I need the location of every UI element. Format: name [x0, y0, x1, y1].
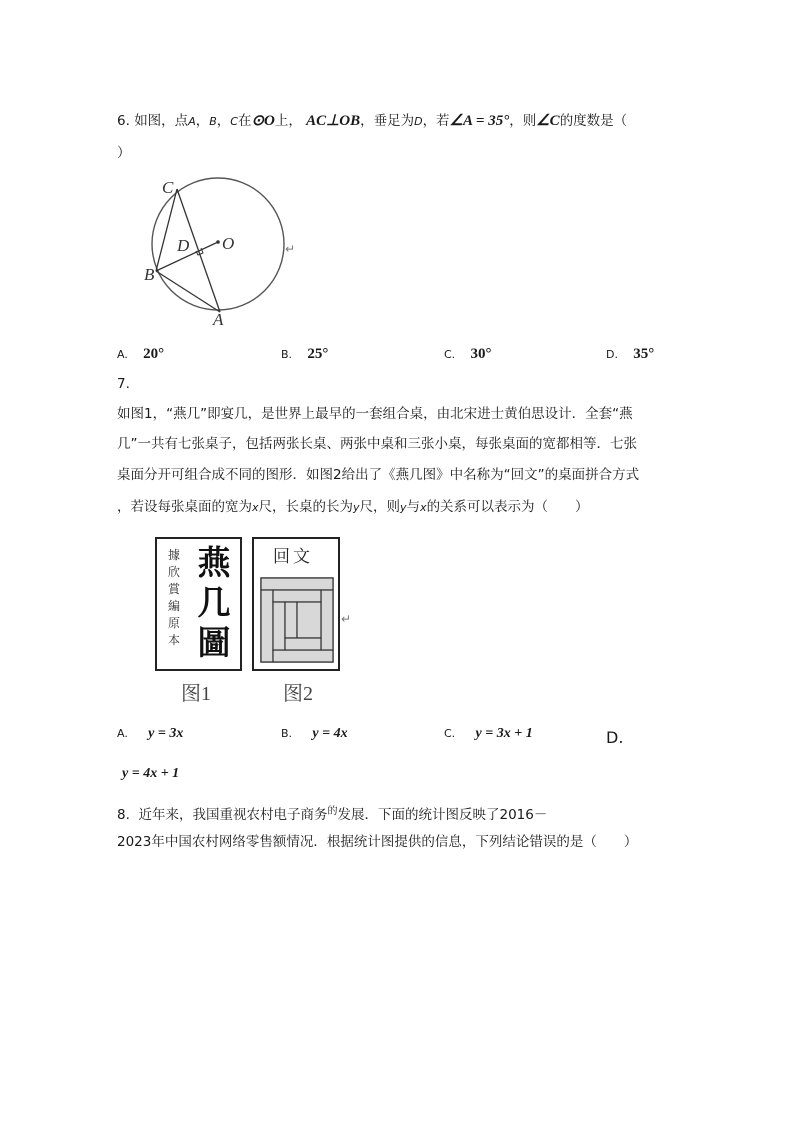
small-table-5 [285, 638, 321, 650]
long-table-left [261, 590, 273, 662]
figure-1-book-cover [155, 537, 242, 671]
q7-option-d-label: D. [606, 728, 624, 747]
small-table-3 [285, 602, 297, 638]
q6-option-a[interactable]: A. 20° [117, 346, 165, 362]
q7-option-c[interactable]: C. y = 3x + 1 [444, 726, 533, 741]
perpendicular-expr: AC⊥OB [306, 113, 361, 129]
label-a: A [213, 310, 224, 327]
q7-option-a[interactable]: A. y = 3x [117, 726, 184, 741]
q8-line-2: 2023年中国农村网络零售额情况．根据统计图提供的信息，下列结论错误的是（ ） [117, 834, 638, 850]
circle-o-symbol: ⊙O [251, 113, 275, 129]
q6-close-paren: ） [117, 145, 131, 161]
q6-number: 6. [117, 113, 130, 129]
long-table-top [261, 578, 333, 590]
figure-1-caption: 图1 [181, 683, 211, 705]
figure-1-title: 燕 几 圖 [197, 543, 231, 662]
q7-line-1: 如图1，“燕几”即宴几，是世界上最早的一套组合桌，由北宋进士黄伯思设计．全套“燕 [117, 406, 633, 422]
center-point [216, 240, 220, 244]
small-table-2 [273, 602, 285, 650]
q6-option-b[interactable]: B. 25° [281, 346, 329, 362]
label-o: O [222, 234, 235, 253]
q6-option-d[interactable]: D. 35° [606, 346, 655, 362]
q8-number: 8. [117, 807, 130, 823]
q7-option-d[interactable]: y = 4x + 1 [122, 766, 180, 781]
segment-ba [156, 271, 220, 312]
small-table-1 [273, 590, 321, 602]
angle-a-expr: ∠A = 35° [449, 113, 510, 129]
q7-line-3: 桌面分开可组合成不同的图形．如图2给出了《燕几图》中名称为“回文”的桌面拼合方式 [117, 467, 640, 483]
q7-number: 7. [117, 376, 130, 392]
q6-option-c[interactable]: C. 30° [444, 346, 492, 362]
q7-option-b[interactable]: B. y = 4x [281, 726, 348, 741]
huiwen-table-layout [260, 577, 334, 663]
return-mark: ↵ [285, 242, 296, 256]
q7-line-2: 几”一共有七张桌子，包括两张长桌、两张中桌和三张小桌，每张桌面的宽都相等．七张 [117, 436, 637, 452]
circle-figure [140, 175, 320, 327]
circle-o [152, 178, 284, 310]
figure-2-title: 回文 [273, 547, 313, 567]
mid-table-bottom [273, 650, 333, 662]
figure-2-return-mark: ↵ [341, 612, 352, 626]
figure-2-caption: 图2 [283, 683, 313, 705]
label-c: C [162, 178, 174, 197]
mid-table-right [321, 590, 333, 650]
segment-cb [156, 189, 177, 271]
q8-line-1: 8. 近年来，我国重视农村电子商务$^的$发展．下面的统计图反映了2016－ [117, 806, 548, 823]
q6-stem: 6. 如图，点A，B，C在⊙O上， AC⊥OB，垂足为D，若∠A = 35°，则∠C的度数是（ [117, 113, 628, 129]
figure-2-panel [252, 537, 340, 671]
small-table-4 [297, 602, 321, 638]
figure-1-side-text: 據 欣 賞 編 原 本 [167, 548, 180, 647]
label-b: B [144, 265, 155, 284]
angle-c-expr: ∠C [536, 113, 560, 129]
label-d: D [177, 236, 190, 255]
q7-line-4: ，若设每张桌面的宽为x尺，长桌的长为y尺，则y与x的关系可以表示为（ ） [117, 499, 589, 515]
